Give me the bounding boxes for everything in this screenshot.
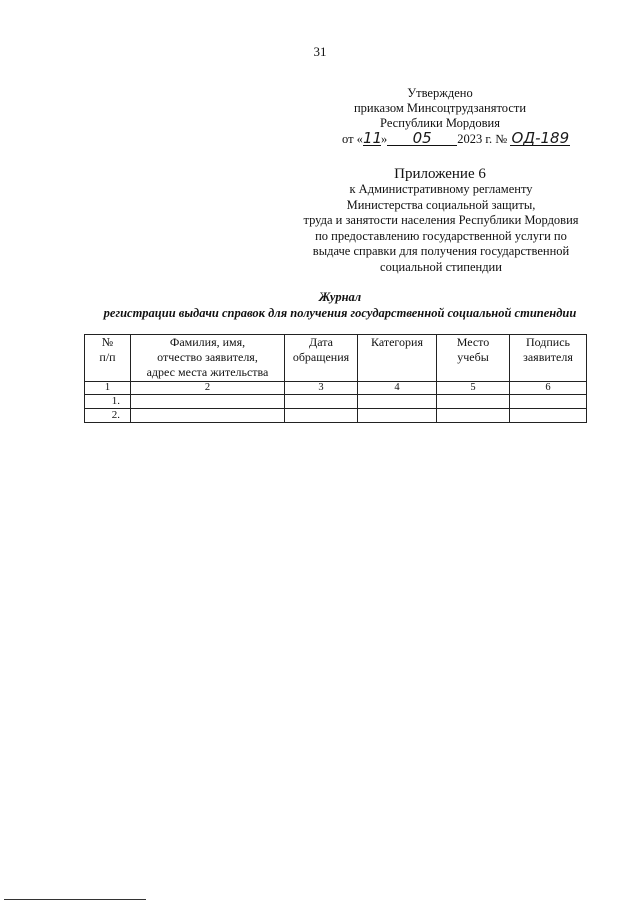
column-number: 4 xyxy=(358,382,437,395)
appendix-description xyxy=(296,182,586,275)
table-cell xyxy=(510,409,587,423)
approval-line-2: приказом Минсоцтрудзанятости xyxy=(353,101,527,115)
table-cell xyxy=(437,409,510,423)
table-cell xyxy=(285,395,358,409)
table-row xyxy=(85,395,587,409)
appendix-line-1: к Административному регламенту xyxy=(349,182,533,196)
journal-title: Журнал xyxy=(318,290,362,304)
table-cell xyxy=(358,395,437,409)
header-study-place: Место учебы xyxy=(437,335,510,382)
header-signature: Подпись заявителя xyxy=(510,335,587,382)
row-number: 1. xyxy=(85,395,131,409)
header-date: Дата обращения xyxy=(285,335,358,382)
approval-line-1: Утверждено xyxy=(407,86,473,100)
header-full-name: Фамилия, имя, отчество заявителя, адрес места жительства xyxy=(131,335,285,382)
appendix-line-5: выдаче справки для получения государственной xyxy=(312,244,570,258)
table-cell xyxy=(131,409,285,423)
table-cell xyxy=(510,395,587,409)
appendix-line-4: по предоставлению государственной услуги по xyxy=(315,228,567,243)
approval-block xyxy=(330,86,570,147)
date-prefix: от « xyxy=(342,132,363,146)
appendix-line-2: Министерства социальной защиты, xyxy=(346,197,536,212)
approval-date-line xyxy=(330,129,570,147)
column-number: 6 xyxy=(510,382,587,395)
year-text: 2023 г. № xyxy=(457,132,508,146)
table-row xyxy=(85,409,587,423)
column-number: 1 xyxy=(85,382,131,395)
handwritten-order-number: ОД-189 xyxy=(511,129,570,147)
row-number: 2. xyxy=(85,409,131,423)
appendix-line-6: социальной стипендии xyxy=(380,259,502,274)
column-number: 3 xyxy=(285,382,358,395)
handwritten-day: 11 xyxy=(362,129,383,147)
appendix-line-3: труда и занятости населения Республики Мордовия xyxy=(303,213,579,227)
appendix-title: Приложение 6 xyxy=(394,166,486,182)
column-number-row xyxy=(85,382,587,395)
table-cell xyxy=(131,395,285,409)
journal-subtitle: регистрации выдачи справок для получения государственной социальной стипендии xyxy=(103,306,577,320)
column-number: 2 xyxy=(131,382,285,395)
table-header-row xyxy=(85,335,587,382)
handwritten-month: 05 xyxy=(387,131,457,146)
table-cell xyxy=(285,409,358,423)
table-cell xyxy=(358,409,437,423)
header-number: № п/п xyxy=(85,335,131,382)
page-number: 31 xyxy=(313,44,327,59)
column-number: 5 xyxy=(437,382,510,395)
approval-line-3: Республики Мордовия xyxy=(380,116,500,130)
registration-table xyxy=(84,334,587,423)
header-category: Категория xyxy=(358,335,437,382)
table-cell xyxy=(437,395,510,409)
date-mid: » xyxy=(380,132,388,146)
footnote-divider xyxy=(4,899,146,900)
